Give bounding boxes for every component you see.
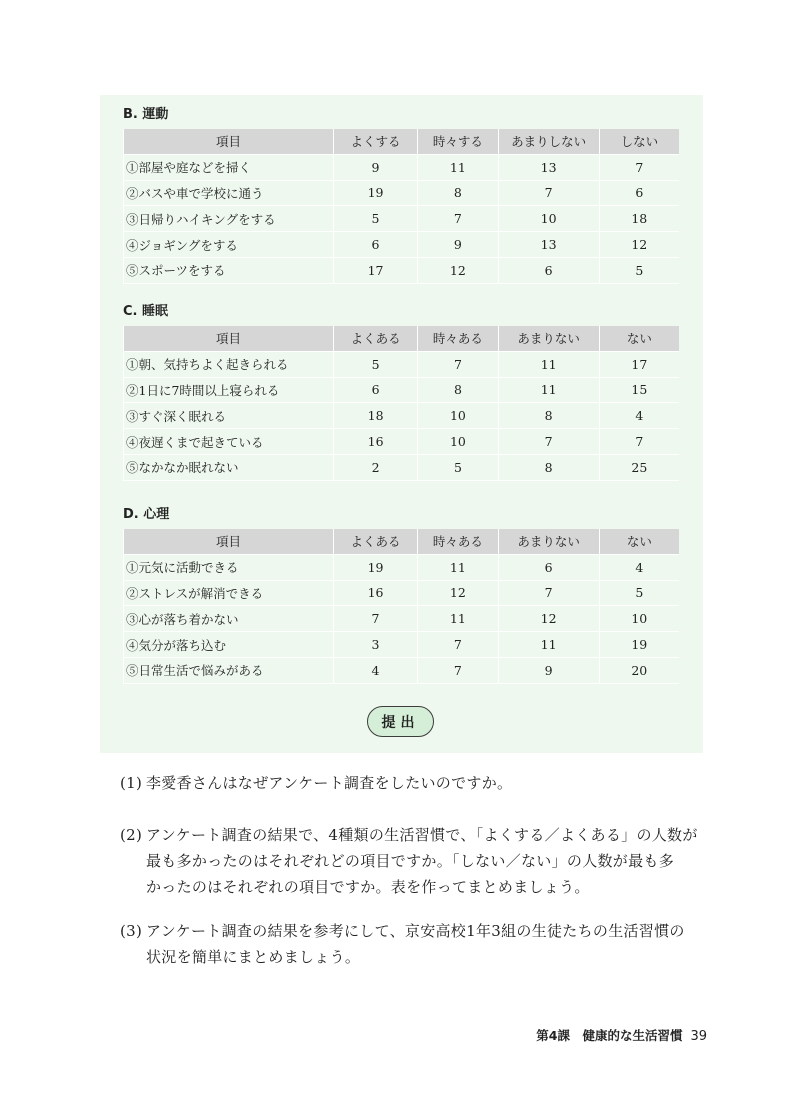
row-item-label: ⑤スポーツをする [124, 257, 334, 283]
row-count-cell: 7 [498, 580, 599, 606]
row-count-cell: 13 [498, 154, 599, 180]
row-count-cell: 10 [599, 606, 679, 632]
row-count-cell: 7 [599, 154, 679, 180]
row-count-cell: 8 [418, 180, 498, 206]
page-number: 39 [690, 1029, 707, 1044]
table-row [124, 554, 680, 580]
row-count-cell: 9 [333, 154, 417, 180]
row-count-cell: 7 [599, 429, 679, 455]
row-item-label: ⑤日常生活で悩みがある [124, 657, 334, 683]
table-header-row [124, 326, 680, 351]
row-count-cell: 7 [418, 632, 498, 658]
column-header: しない [599, 129, 679, 154]
question-text-line: 状況を簡単にまとめましょう。 [146, 948, 361, 966]
row-count-cell: 25 [599, 454, 679, 480]
section-title-mind: D. 心理 [123, 507, 170, 522]
table-row [124, 206, 680, 232]
row-count-cell: 7 [333, 606, 417, 632]
section-title-exercise: B. 運動 [123, 107, 169, 122]
table-row [124, 606, 680, 632]
row-item-label: ④ジョギングをする [124, 232, 334, 258]
survey-table-sleep [123, 326, 679, 481]
row-count-cell: 18 [333, 403, 417, 429]
row-item-label: ③心が落ち着かない [124, 606, 334, 632]
table-row [124, 180, 680, 206]
table-header-row [124, 129, 680, 154]
row-item-label: ①朝、気持ちよく起きられる [124, 351, 334, 377]
column-header: 時々ある [418, 529, 498, 554]
table-row [124, 351, 680, 377]
row-item-label: ④夜遅くまで起きている [124, 429, 334, 455]
footer-lesson-title: 第4課 健康的な生活習慣 [536, 1028, 683, 1043]
row-count-cell: 8 [418, 377, 498, 403]
submit-button[interactable]: 提出 [367, 706, 434, 737]
row-count-cell: 4 [599, 403, 679, 429]
row-count-cell: 4 [333, 657, 417, 683]
question-number: (3) [120, 922, 143, 940]
row-count-cell: 11 [498, 377, 599, 403]
row-count-cell: 17 [333, 257, 417, 283]
question-number: (1) [120, 774, 143, 792]
row-count-cell: 13 [498, 232, 599, 258]
row-item-label: ②1日に7時間以上寝られる [124, 377, 334, 403]
table-row [124, 580, 680, 606]
column-header: 時々する [418, 129, 498, 154]
column-header: あまりない [498, 529, 599, 554]
row-count-cell: 17 [599, 351, 679, 377]
row-count-cell: 11 [418, 606, 498, 632]
row-item-label: ①元気に活動できる [124, 554, 334, 580]
row-count-cell: 19 [333, 554, 417, 580]
table-row [124, 632, 680, 658]
question-text-line: 最も多かったのはそれぞれどの項目ですか。「しない／ない」の人数が最も多 [146, 852, 675, 870]
table-row [124, 377, 680, 403]
column-header: 時々ある [418, 326, 498, 351]
row-count-cell: 11 [498, 351, 599, 377]
row-count-cell: 19 [599, 632, 679, 658]
question-3 [120, 918, 720, 970]
table-row [124, 403, 680, 429]
row-count-cell: 20 [599, 657, 679, 683]
row-count-cell: 8 [498, 454, 599, 480]
row-count-cell: 3 [333, 632, 417, 658]
row-count-cell: 15 [599, 377, 679, 403]
row-item-label: ①部屋や庭などを掃く [124, 154, 334, 180]
page-footer [536, 1026, 707, 1044]
section-title-sleep: C. 睡眠 [123, 304, 169, 319]
row-count-cell: 5 [599, 257, 679, 283]
row-count-cell: 11 [418, 154, 498, 180]
column-header: ない [599, 326, 679, 351]
question-1 [120, 770, 720, 796]
row-count-cell: 4 [599, 554, 679, 580]
row-count-cell: 7 [418, 351, 498, 377]
question-number: (2) [120, 826, 143, 844]
table-row [124, 154, 680, 180]
survey-table-exercise [123, 129, 679, 284]
column-header: 項目 [124, 529, 334, 554]
row-count-cell: 19 [333, 180, 417, 206]
row-count-cell: 5 [333, 351, 417, 377]
row-count-cell: 9 [418, 232, 498, 258]
row-count-cell: 12 [498, 606, 599, 632]
table-row [124, 257, 680, 283]
row-count-cell: 10 [418, 403, 498, 429]
table-row [124, 657, 680, 683]
row-count-cell: 18 [599, 206, 679, 232]
row-count-cell: 16 [333, 580, 417, 606]
row-count-cell: 7 [498, 180, 599, 206]
column-header: あまりない [498, 326, 599, 351]
row-item-label: ④気分が落ち込む [124, 632, 334, 658]
row-count-cell: 10 [498, 206, 599, 232]
row-count-cell: 8 [498, 403, 599, 429]
row-count-cell: 6 [498, 257, 599, 283]
question-text-line: 李愛香さんはなぜアンケート調査をしたいのですか。 [146, 774, 513, 792]
row-count-cell: 5 [333, 206, 417, 232]
row-count-cell: 12 [599, 232, 679, 258]
table-row [124, 232, 680, 258]
row-item-label: ③日帰りハイキングをする [124, 206, 334, 232]
row-count-cell: 11 [418, 554, 498, 580]
column-header: よくある [333, 529, 417, 554]
row-count-cell: 10 [418, 429, 498, 455]
question-text-line: アンケート調査の結果を参考にして、京安高校1年3組の生徒たちの生活習慣の [146, 922, 685, 940]
table-row [124, 454, 680, 480]
row-count-cell: 5 [418, 454, 498, 480]
column-header: よくする [333, 129, 417, 154]
row-count-cell: 5 [599, 580, 679, 606]
question-text-line: アンケート調査の結果で、4種類の生活習慣で、「よくする／よくある」の人数が [146, 826, 698, 844]
question-2 [120, 822, 720, 900]
column-header: 項目 [124, 129, 334, 154]
row-count-cell: 6 [333, 232, 417, 258]
row-item-label: ②バスや車で学校に通う [124, 180, 334, 206]
row-count-cell: 7 [418, 657, 498, 683]
row-count-cell: 12 [418, 257, 498, 283]
question-text-line: かったのはそれぞれの項目ですか。表を作ってまとめましょう。 [146, 878, 590, 896]
column-header: よくある [333, 326, 417, 351]
row-count-cell: 6 [599, 180, 679, 206]
table-header-row [124, 529, 680, 554]
row-count-cell: 7 [418, 206, 498, 232]
row-count-cell: 11 [498, 632, 599, 658]
row-count-cell: 12 [418, 580, 498, 606]
row-count-cell: 6 [498, 554, 599, 580]
row-item-label: ③すぐ深く眠れる [124, 403, 334, 429]
column-header: あまりしない [498, 129, 599, 154]
row-count-cell: 2 [333, 454, 417, 480]
row-count-cell: 9 [498, 657, 599, 683]
survey-table-mind [123, 529, 679, 684]
row-count-cell: 6 [333, 377, 417, 403]
row-item-label: ②ストレスが解消できる [124, 580, 334, 606]
column-header: 項目 [124, 326, 334, 351]
row-item-label: ⑤なかなか眠れない [124, 454, 334, 480]
table-row [124, 429, 680, 455]
row-count-cell: 16 [333, 429, 417, 455]
row-count-cell: 7 [498, 429, 599, 455]
column-header: ない [599, 529, 679, 554]
